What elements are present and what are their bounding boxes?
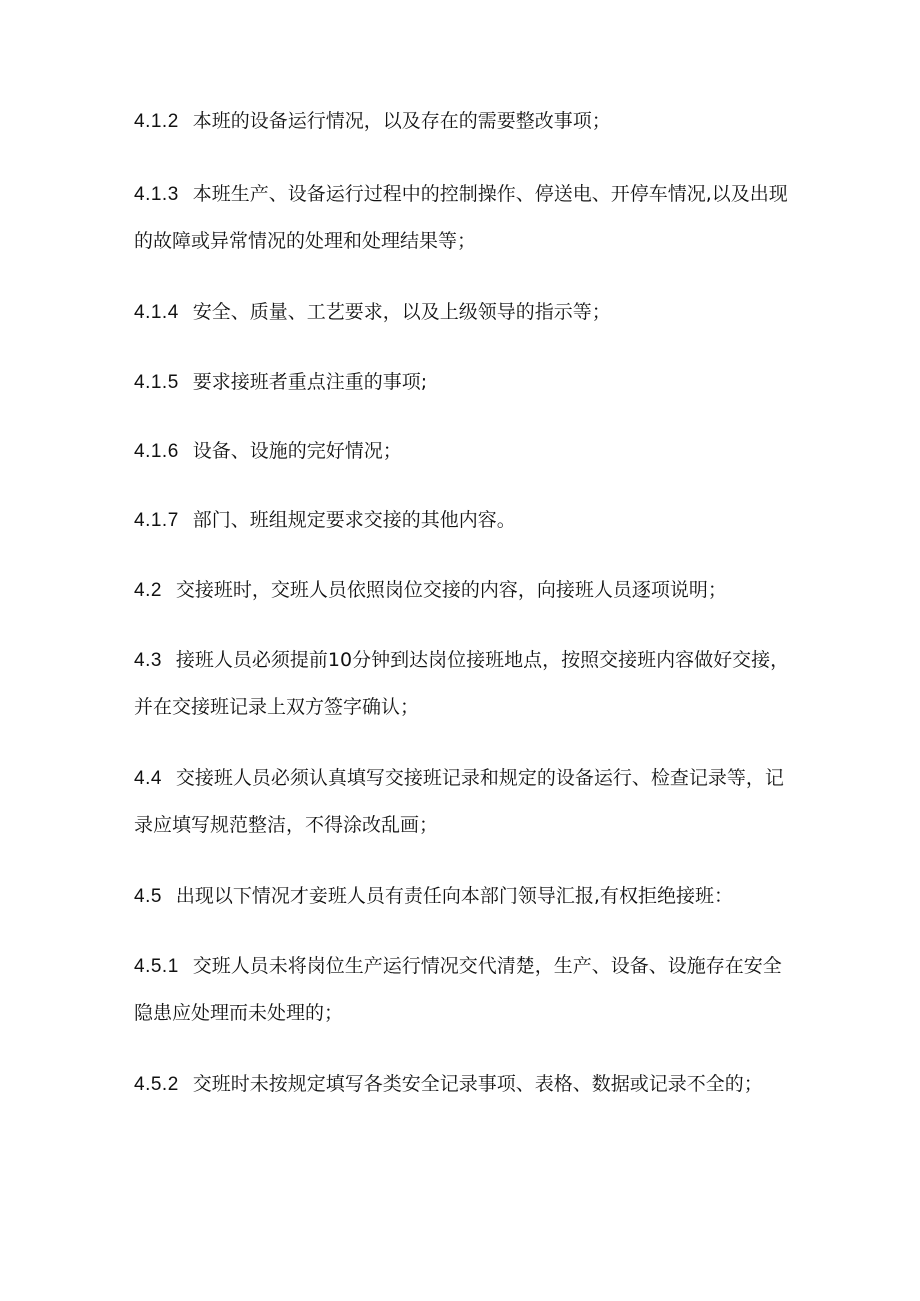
paragraph-4-1-4 <box>134 289 794 336</box>
paragraph-text: 本班的设备运行情况，以及存在的需要整改事项； <box>192 110 611 132</box>
paragraph-number: 4.1.6 <box>134 441 179 462</box>
paragraph-text: 接班人员必须提前10分钟到达岗位接班地点，按照交接班内容做好交接，并在交接班记录上双方签字确认； <box>134 649 790 718</box>
paragraph-number: 4.1.7 <box>134 510 179 531</box>
paragraph-4-5-1 <box>134 943 794 1036</box>
paragraph-4-1-5 <box>134 359 794 406</box>
paragraph-text: 交接班人员必须认真填写交接班记录和规定的设备运行、检查记录等，记录应填写规范整洁，不得涂改乱画； <box>134 767 784 836</box>
paragraph-text: 安全、质量、工艺要求，以及上级领导的指示等； <box>192 301 611 323</box>
paragraph-4-2 <box>134 567 794 614</box>
paragraph-number: 4.5.2 <box>134 1074 179 1095</box>
paragraph-text: 设备、设施的完好情况； <box>192 440 402 462</box>
paragraph-4-4 <box>134 755 794 848</box>
paragraph-number: 4.5 <box>134 886 162 907</box>
paragraph-number: 4.4 <box>134 768 162 789</box>
paragraph-text: 要求接班者重点注重的事项; <box>192 371 428 393</box>
paragraph-number: 4.2 <box>134 580 162 601</box>
paragraph-4-1-2 <box>134 98 794 145</box>
paragraph-text: 交班人员未将岗位生产运行情况交代清楚，生产、设备、设施存在安全隐患应处理而未处理的； <box>134 955 782 1024</box>
paragraph-number: 4.1.3 <box>134 184 179 205</box>
paragraph-number: 4.1.2 <box>134 111 179 132</box>
paragraph-number: 4.1.5 <box>134 372 179 393</box>
paragraph-number: 4.1.4 <box>134 302 179 323</box>
paragraph-number: 4.3 <box>134 650 162 671</box>
paragraph-text: 部门、班组规定要求交接的其他内容。 <box>192 509 516 531</box>
paragraph-number: 4.5.1 <box>134 956 179 977</box>
paragraph-text: 交班时未按规定填写各类安全记录事项、表格、数据或记录不全的； <box>192 1073 763 1095</box>
paragraph-text: 出现以下情况才妾班人员有责任向本部门领导汇报,有权拒绝接班： <box>175 885 733 907</box>
paragraph-4-1-7 <box>134 497 794 544</box>
paragraph-4-5 <box>134 873 794 920</box>
paragraph-4-3 <box>134 637 794 730</box>
paragraph-4-1-3 <box>134 171 794 264</box>
paragraph-text: 本班生产、设备运行过程中的控制操作、停送电、开停车情况,以及出现的故障或异常情况的处理和处理结果等； <box>134 183 788 252</box>
paragraph-4-5-2 <box>134 1061 794 1108</box>
paragraph-text: 交接班时，交班人员依照岗位交接的内容，向接班人员逐项说明； <box>175 579 727 601</box>
paragraph-4-1-6 <box>134 428 794 475</box>
